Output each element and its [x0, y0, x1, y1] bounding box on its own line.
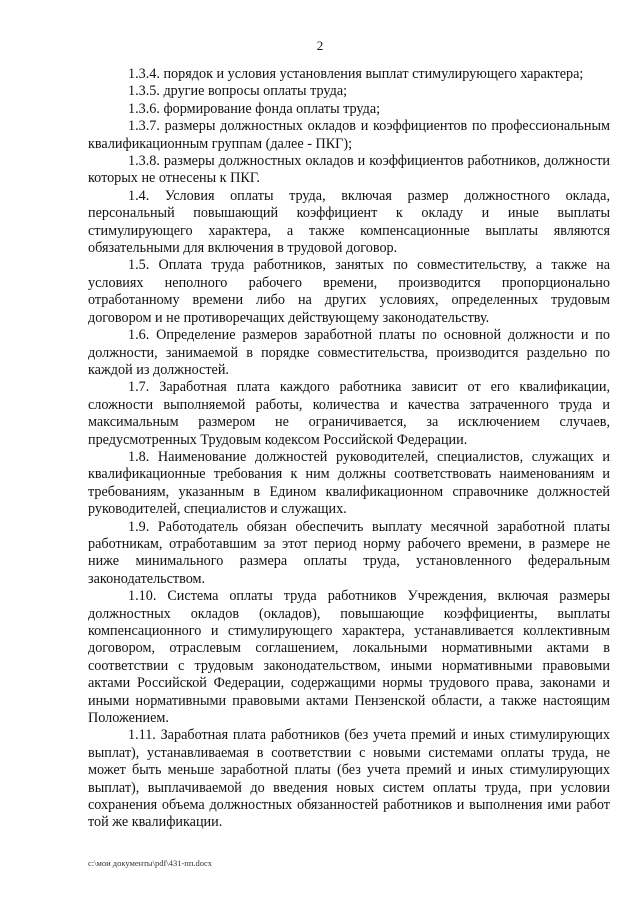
footer-file-path: c:\мои документы\pdf\431-пп.docx — [88, 858, 213, 868]
paragraph-1-8: 1.8. Наименование должностей руководителей, специалистов, служащих и квалификационные требования к ним должны соответствовать наименованиям и требованиям, указанным в Едином квалификационном справочнике должностей руководителей, специалистов и служащих. — [88, 448, 610, 518]
paragraph-1-6: 1.6. Определение размеров заработной платы по основной должности и по должности, занимаемой в порядке совместительства, производится раздельно по каждой из должностей. — [88, 327, 610, 378]
paragraph-1-3-7: 1.3.7. размеры должностных окладов и коэффициентов по профессиональным квалификационным группам (далее - ПКГ); — [88, 118, 610, 152]
paragraph-1-3-8: 1.3.8. размеры должностных окладов и коэффициентов работников, должности которых не отнесены к ПКГ. — [88, 153, 610, 187]
paragraph-1-3-6: 1.3.6. формирование фонда оплаты труда; — [128, 100, 381, 117]
paragraph-1-9: 1.9. Работодатель обязан обеспечить выплату месячной заработной платы работникам, отработавшим за этот период норму рабочего времени, в размере не ниже минимального размера оплаты труда, установленного федеральным законодательством. — [88, 518, 610, 587]
paragraph-1-4: 1.4. Условия оплаты труда, включая размер должностного оклада, персональный повышающий коэффициент к окладу и иные выплаты стимулирующего характера, а также компенсационные выплаты являются обязательными для включения в трудовой договор. — [88, 187, 610, 257]
page-number: 2 — [316, 38, 324, 53]
paragraph-1-5: 1.5. Оплата труда работников, занятых по совместительству, а также на условиях неполного рабочего времени, производится пропорционально отработанному времени либо на других условиях, определенных трудовым договором и не противоречащих действующему законодательству. — [88, 257, 610, 326]
paragraph-1-11: 1.11. Заработная плата работников (без учета премий и иных стимулирующих выплат), устанавливаемая в соответствии с новыми системами оплаты труда, не может быть меньше заработной платы (без учета премий и иных стимулирующих выплат), выплачиваемой до введения новых систем оплаты труда, при условии сохранения объема должностных обязанностей работников и выполнения ими работ той же квалификации. — [88, 727, 610, 831]
document-body — [88, 66, 610, 832]
paragraph-1-3-4: 1.3.4. порядок и условия установления выплат стимулирующего характера; — [128, 66, 584, 82]
paragraph-1-3-5: 1.3.5. другие вопросы оплаты труда; — [128, 83, 348, 100]
paragraph-1-10: 1.10. Система оплаты труда работников Учреждения, включая размеры должностных окладов (окладов), повышающие коэффициенты, выплаты компенсационного и стимулирующего характера, устанавливается коллективным договором, отраслевым соглашением, локальными нормативными актами в соответствии с трудовым законодательством, иными нормативными правовыми актами Российской Федерации, содержащими нормы трудового права, законами и иными нормативными правовыми актами Пензенской области, а также настоящим Положением. — [88, 588, 610, 727]
paragraph-1-7: 1.7. Заработная плата каждого работника зависит от его квалификации, сложности выполняемой работы, количества и качества затраченного труда и максимальным размером не ограничивается, за исключением случаев, предусмотренных Трудовым кодексом Российской Федерации. — [88, 379, 610, 448]
